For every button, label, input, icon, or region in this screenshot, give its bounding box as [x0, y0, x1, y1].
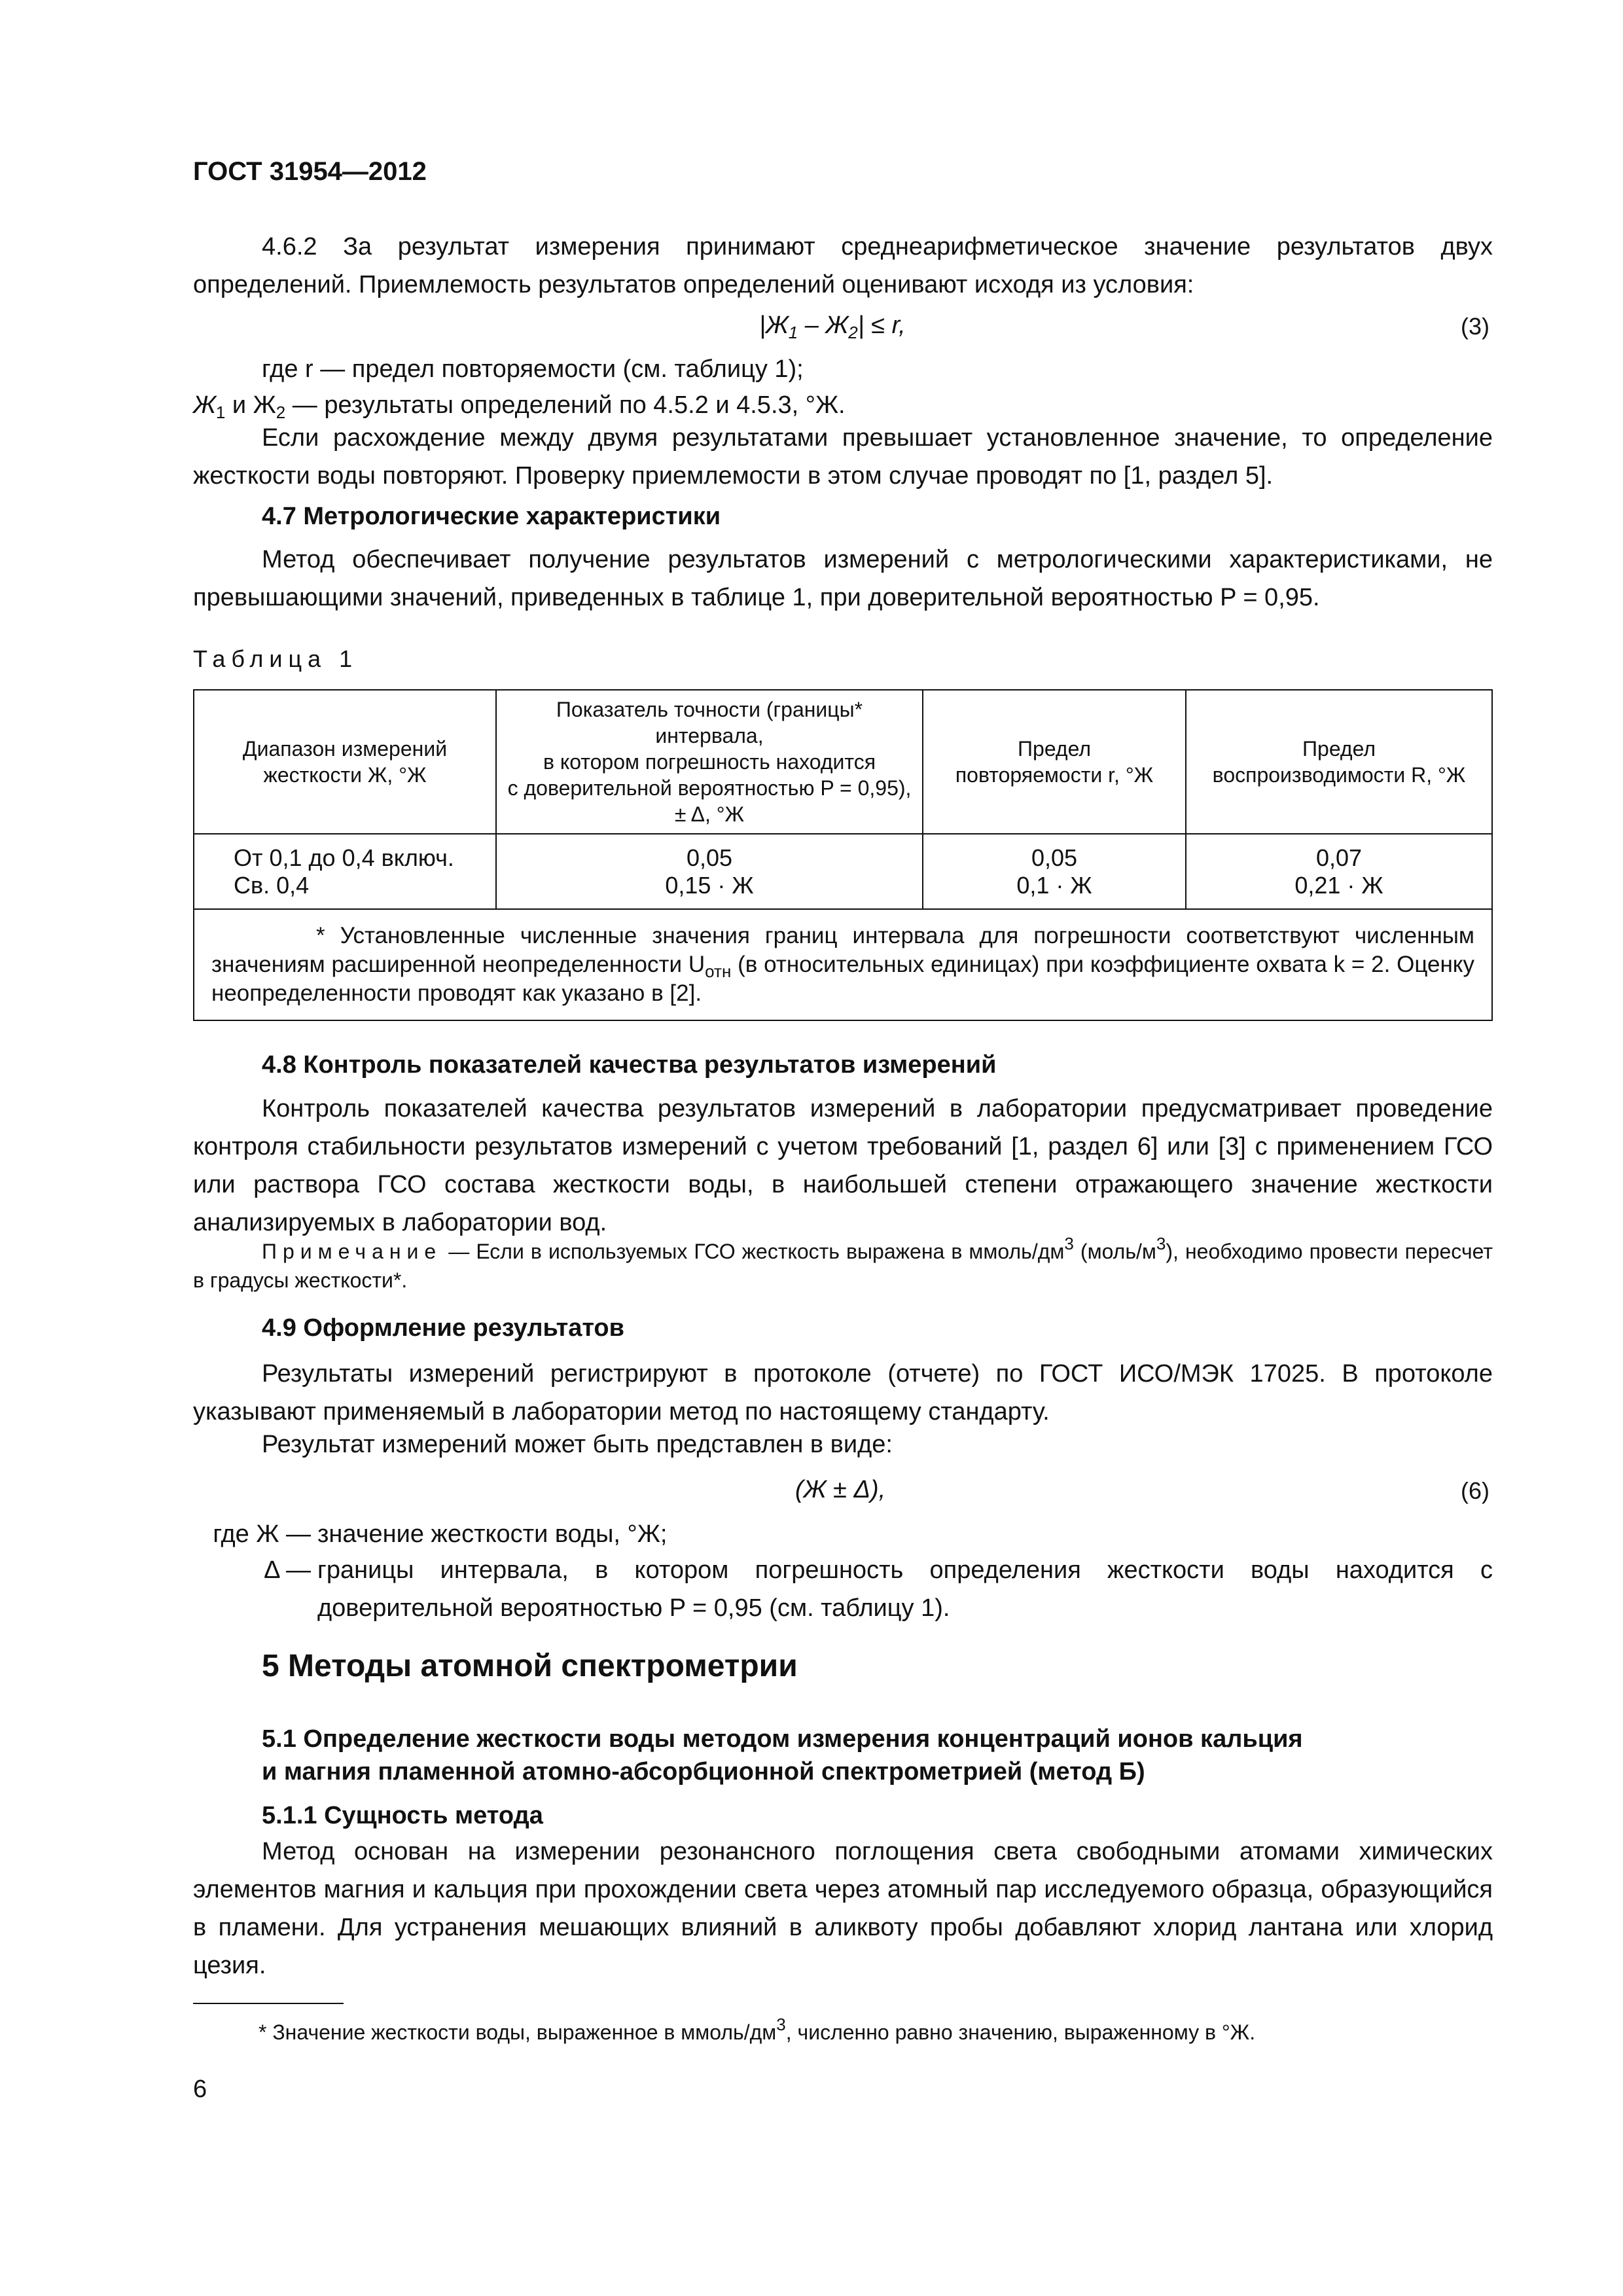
table-cell-repeatability: 0,05 0,1 · Ж: [923, 834, 1186, 909]
paragraph-4-6-2-cont: Если расхождение между двумя результатами превышает установленное значение, то определение жесткости воды повторяют. Проверку приемлемости в этом случае проводят по [1, раздел 5].: [193, 424, 1493, 490]
formula-6-number: (6): [1461, 1477, 1489, 1504]
table-footnote: * Установленные численные значения границ интервала для погрешности соответствуют численным значениям расширенной неопределенности $U_{отн}$ (в относительных единицах) при коэффициенте охвата k = 2. Оценку неопределенности проводят как указано в [2].: [194, 909, 1492, 1020]
paragraph-4-8: Контроль показателей качества результатов измерений в лаборатории предусматривает проведение контроля стабильности результатов измерений с учетом требований [1, раздел 6] или [3] с применением ГСО или раствора ГСО состава жесткости воды, в наибольшей степени отражающего значение жесткости анализируемых в лаборатории вод.: [193, 1095, 1493, 1236]
table-cell-accuracy: 0,05 0,15 · Ж: [496, 834, 923, 909]
formula-3: $|Ж_1 - Ж_2| \le r$,: [759, 312, 906, 342]
table-note-row: [194, 909, 1492, 1020]
header-cell-range: Диапазон измерений жесткости Ж, °Ж: [194, 690, 496, 834]
header-cell-reproducibility: Предел воспроизводимости R, °Ж: [1186, 690, 1492, 834]
heading-5-1-1: 5.1.1 Сущность метода: [262, 1802, 543, 1829]
heading-5-1-line1: 5.1 Определение жесткости воды методом измерения концентраций ионов кальция: [262, 1725, 1303, 1753]
paragraph-5-1-1: Метод основан на измерении резонансного поглощения света свободными атомами химических элементов магния и кальция при прохождении света через атомный пар исследуемого образца, образующийся в пламени. Для устранения мешающих влияний в аликвоту пробы добавляют хлорид лантана или хлорид цезия.: [193, 1838, 1493, 1979]
footnote-divider: [193, 2003, 344, 2004]
formula-6: (Ж ± Δ),: [795, 1476, 886, 1503]
paragraph-4-7: Метод обеспечивает получение результатов измерений с метрологическими характеристиками, не превышающими значений, приведенных в таблице 1, при доверительной вероятностью P = 0,95.: [193, 546, 1493, 611]
heading-4-7: 4.7 Метрологические характеристики: [262, 503, 721, 530]
table-cell-range: От 0,1 до 0,4 включ. Св. 0,4: [194, 834, 496, 909]
table-row: [194, 834, 1492, 909]
document-header: ГОСТ 31954—2012: [193, 157, 427, 186]
header-cell-repeatability: Предел повторяемости r, °Ж: [923, 690, 1186, 834]
paragraph-4-9-1: Результаты измерений регистрируют в протоколе (отчете) по ГОСТ ИСО/МЭК 17025. В протоколе указывают применяемый в лаборатории метод по настоящему стандарту.: [193, 1360, 1493, 1426]
page-number: 6: [193, 2075, 207, 2103]
where-delta-key: Δ —: [264, 1556, 311, 1584]
table-cell-reproducibility: 0,07 0,21 · Ж: [1186, 834, 1492, 909]
paragraph-4-9-2: Результат измерений может быть представлен в виде:: [262, 1431, 893, 1458]
where-zh-value: значение жесткости воды, °Ж;: [317, 1520, 668, 1548]
note-4-8: Примечание — Если в используемых ГСО жесткость выражена в ммоль/$дм^3$ $(моль/м^3)$, необходимо провести пересчет в градусы жесткости*.: [193, 1234, 1493, 1292]
heading-4-9: 4.9 Оформление результатов: [262, 1314, 625, 1342]
formula-3-number: (3): [1461, 313, 1489, 340]
where-r: где r — предел повторяемости (см. таблицу 1);: [262, 355, 804, 383]
where-delta-value: границы интервала, в котором погрешность определения жесткости воды находится с доверительной вероятностью P = 0,95 (см. таблицу 1).: [317, 1556, 1493, 1622]
header-cell-accuracy: Показатель точности (границы* интервала, в котором погрешность находится с доверительной вероятностью P = 0,95), ± Δ, °Ж: [496, 690, 923, 834]
where-zh1-zh2: $Ж_1$ и $Ж_2$ — результаты определений по 4.5.2 и 4.5.3, °Ж.: [193, 391, 846, 422]
heading-5-1-line2: и магния пламенной атомно-абсорбционной спектрометрией (метод Б): [262, 1758, 1145, 1785]
table-caption: Таблица 1: [193, 645, 359, 672]
heading-4-8: 4.8 Контроль показателей качества результатов измерений: [262, 1051, 997, 1079]
footnote: * Значение жесткости воды, выраженное в ммоль/$дм^3$, численно равно значению, выраженному в °Ж.: [259, 2015, 1256, 2044]
heading-5: 5 Методы атомной спектрометрии: [262, 1649, 798, 1683]
where-zh-key: где Ж —: [213, 1520, 311, 1548]
table-header-row: [194, 690, 1492, 834]
table-1: [193, 689, 1493, 1021]
paragraph-4-6-2: 4.6.2 За результат измерения принимают среднеарифметическое значение результатов двух определений. Приемлемость результатов определений оценивают исходя из условия:: [193, 233, 1493, 298]
